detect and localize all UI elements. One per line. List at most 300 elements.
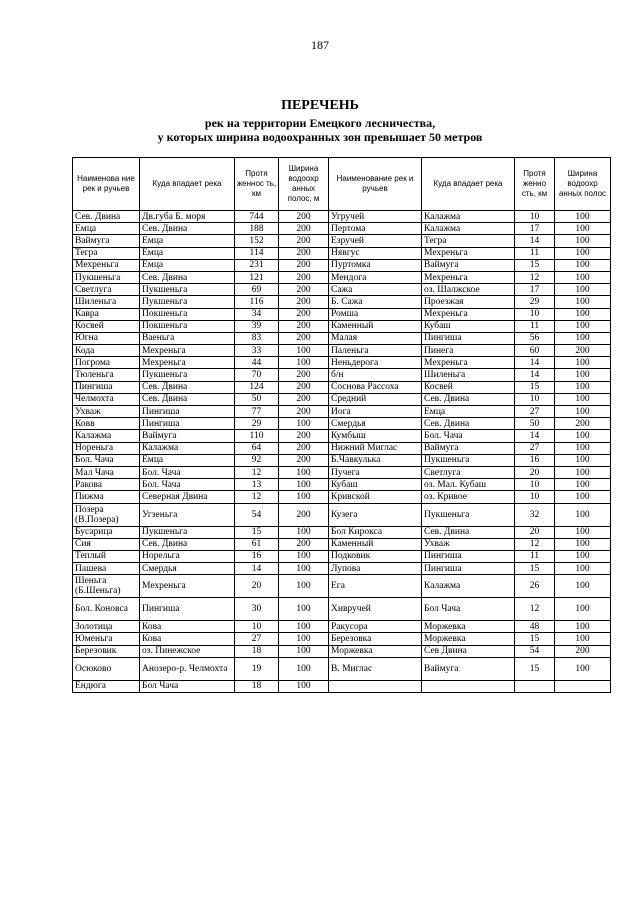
header-name-right: Наименование рек и ручьев xyxy=(329,158,422,211)
cell-name-left: Шиленьга xyxy=(73,296,140,308)
cell-into-right: Мехреньга xyxy=(422,271,515,283)
cell-into-left: Северная Двина xyxy=(140,491,235,503)
cell-length-right: 15 xyxy=(515,633,555,645)
cell-into-left: Сев. Двина xyxy=(140,223,235,235)
cell-into-left: Бол. Чача xyxy=(140,466,235,478)
cell-name-right: Ромша xyxy=(329,308,422,320)
cell-width-right: 100 xyxy=(555,479,611,491)
cell-into-left: Пукшеньга xyxy=(140,369,235,381)
cell-width-left: 100 xyxy=(279,680,329,692)
cell-length-left: 39 xyxy=(235,320,279,332)
cell-width-right: 100 xyxy=(555,211,611,223)
table-row xyxy=(73,657,611,680)
cell-length-left: 14 xyxy=(235,563,279,575)
cell-name-left: Ваймуга xyxy=(73,235,140,247)
cell-length-right: 15 xyxy=(515,657,555,680)
cell-into-left: Ваймуга xyxy=(140,430,235,442)
cell-name-right: Ега xyxy=(329,575,422,598)
cell-name-right: Б. Сажа xyxy=(329,296,422,308)
cell-name-right: Подковик xyxy=(329,550,422,562)
cell-into-right: Ваймуга xyxy=(422,657,515,680)
cell-width-right: 100 xyxy=(555,406,611,418)
cell-length-right: 15 xyxy=(515,259,555,271)
cell-into-left: Норельга xyxy=(140,550,235,562)
cell-width-right xyxy=(555,680,611,692)
cell-name-left: Емца xyxy=(73,223,140,235)
cell-length-right: 10 xyxy=(515,308,555,320)
table-row xyxy=(73,320,611,332)
cell-into-right: Кубаш xyxy=(422,320,515,332)
cell-length-left: 29 xyxy=(235,418,279,430)
cell-width-left: 200 xyxy=(279,271,329,283)
cell-into-right: Пукшеньга xyxy=(422,454,515,466)
cell-name-right: Кумбыш xyxy=(329,430,422,442)
cell-length-left: 152 xyxy=(235,235,279,247)
cell-width-right: 100 xyxy=(555,223,611,235)
cell-into-right: Ваймуга xyxy=(422,259,515,271)
cell-name-left: Ковв xyxy=(73,418,140,430)
cell-length-left: 744 xyxy=(235,211,279,223)
cell-into-right: Сев. Двина xyxy=(422,418,515,430)
cell-width-left: 200 xyxy=(279,454,329,466)
cell-length-left: 121 xyxy=(235,271,279,283)
cell-width-right: 100 xyxy=(555,296,611,308)
cell-into-right: Пингиша xyxy=(422,563,515,575)
cell-width-right: 100 xyxy=(555,259,611,271)
cell-into-right: Мехреньга xyxy=(422,308,515,320)
cell-name-right: Неньдерога xyxy=(329,357,422,369)
cell-width-right: 100 xyxy=(555,357,611,369)
cell-name-right: Кузега xyxy=(329,503,422,526)
cell-width-right: 200 xyxy=(555,345,611,357)
cell-name-left: Сия xyxy=(73,538,140,550)
cell-into-left: Пукшеньга xyxy=(140,284,235,296)
cell-into-right: оз. Мал. Кубаш xyxy=(422,479,515,491)
cell-into-left: Пукшеньга xyxy=(140,526,235,538)
cell-name-right: Сажа xyxy=(329,284,422,296)
cell-width-right: 100 xyxy=(555,284,611,296)
cell-name-right: Каменный xyxy=(329,320,422,332)
cell-name-right: Угручей xyxy=(329,211,422,223)
cell-into-right: Ваймуга xyxy=(422,442,515,454)
cell-width-right: 100 xyxy=(555,393,611,405)
cell-width-right: 200 xyxy=(555,645,611,657)
cell-into-left: Емца xyxy=(140,235,235,247)
cell-into-left: Кова xyxy=(140,633,235,645)
cell-name-right: Бол Кирокса xyxy=(329,526,422,538)
cell-name-left: Косвей xyxy=(73,320,140,332)
cell-name-right: Пучега xyxy=(329,466,422,478)
cell-name-left: Пукшеньга xyxy=(73,271,140,283)
cell-name-right: Хивручей xyxy=(329,598,422,621)
cell-width-right: 200 xyxy=(555,418,611,430)
cell-width-left: 200 xyxy=(279,406,329,418)
cell-into-right: Емца xyxy=(422,406,515,418)
cell-into-left: Анозеро-р. Челмохта xyxy=(140,657,235,680)
cell-width-left: 100 xyxy=(279,550,329,562)
cell-into-left: Пингиша xyxy=(140,598,235,621)
cell-length-left: 188 xyxy=(235,223,279,235)
cell-length-left: 114 xyxy=(235,247,279,259)
cell-name-left: Пингиша xyxy=(73,381,140,393)
cell-width-left: 200 xyxy=(279,284,329,296)
cell-into-left: Угзеньга xyxy=(140,503,235,526)
cell-length-right: 10 xyxy=(515,479,555,491)
cell-into-right: Сев. Двина xyxy=(422,393,515,405)
cell-width-right: 100 xyxy=(555,369,611,381)
cell-width-left: 200 xyxy=(279,442,329,454)
table-row xyxy=(73,680,611,692)
table-row xyxy=(73,369,611,381)
table-row xyxy=(73,550,611,562)
cell-into-right: Калажма xyxy=(422,223,515,235)
table-row xyxy=(73,284,611,296)
cell-length-right: 20 xyxy=(515,466,555,478)
cell-width-left: 200 xyxy=(279,223,329,235)
cell-width-left: 200 xyxy=(279,381,329,393)
cell-width-left: 200 xyxy=(279,211,329,223)
cell-name-left: Тюленьга xyxy=(73,369,140,381)
cell-name-right: Б.Чавкулька xyxy=(329,454,422,466)
header-into-right: Куда впадает река xyxy=(422,158,515,211)
cell-length-left: 92 xyxy=(235,454,279,466)
cell-name-left: Мехреньга xyxy=(73,259,140,271)
cell-name-left: Погрома xyxy=(73,357,140,369)
header-length-left: Протя женнос ть, км xyxy=(235,158,279,211)
cell-into-left: Калажма xyxy=(140,442,235,454)
cell-width-right: 100 xyxy=(555,381,611,393)
cell-width-right: 100 xyxy=(555,621,611,633)
cell-width-left: 100 xyxy=(279,575,329,598)
cell-into-left: Емца xyxy=(140,247,235,259)
table-row xyxy=(73,454,611,466)
cell-name-left: Кода xyxy=(73,345,140,357)
cell-name-right: Средний xyxy=(329,393,422,405)
cell-name-left: Шеньга (Б.Шеньга) xyxy=(73,575,140,598)
cell-width-right: 100 xyxy=(555,308,611,320)
table-row xyxy=(73,538,611,550)
cell-length-right: 12 xyxy=(515,271,555,283)
cell-width-left: 200 xyxy=(279,308,329,320)
cell-width-left: 100 xyxy=(279,357,329,369)
cell-into-right: Проезжая xyxy=(422,296,515,308)
cell-name-right: Березовка xyxy=(329,633,422,645)
cell-length-left: 116 xyxy=(235,296,279,308)
cell-into-left: Кова xyxy=(140,621,235,633)
cell-length-right xyxy=(515,680,555,692)
cell-length-right: 27 xyxy=(515,442,555,454)
cell-name-right: Малая xyxy=(329,332,422,344)
cell-width-left: 100 xyxy=(279,563,329,575)
cell-length-right: 14 xyxy=(515,369,555,381)
table-row xyxy=(73,247,611,259)
cell-width-left: 200 xyxy=(279,430,329,442)
cell-width-right: 100 xyxy=(555,247,611,259)
cell-width-left: 100 xyxy=(279,491,329,503)
cell-into-left: Дв.губа Б. моря xyxy=(140,211,235,223)
cell-into-right: Пукшеньга xyxy=(422,503,515,526)
cell-length-right: 54 xyxy=(515,645,555,657)
cell-length-left: 18 xyxy=(235,645,279,657)
cell-length-left: 20 xyxy=(235,575,279,598)
cell-into-left: Сев. Двина xyxy=(140,393,235,405)
cell-into-left: Мехреньга xyxy=(140,357,235,369)
cell-width-right: 100 xyxy=(555,454,611,466)
cell-name-left: Челмохта xyxy=(73,393,140,405)
table-row xyxy=(73,491,611,503)
cell-width-left: 100 xyxy=(279,466,329,478)
cell-length-left: 30 xyxy=(235,598,279,621)
cell-into-right: Пингиша xyxy=(422,332,515,344)
cell-into-right xyxy=(422,680,515,692)
cell-length-right: 17 xyxy=(515,284,555,296)
page-number: 187 xyxy=(311,38,329,52)
cell-name-right: Пертома xyxy=(329,223,422,235)
cell-length-left: 12 xyxy=(235,491,279,503)
cell-into-right: Моржевка xyxy=(422,621,515,633)
cell-length-right: 50 xyxy=(515,418,555,430)
cell-name-left: Ракова xyxy=(73,479,140,491)
cell-length-right: 12 xyxy=(515,598,555,621)
cell-into-right: Сев. Двина xyxy=(422,526,515,538)
cell-into-left: Пингиша xyxy=(140,406,235,418)
cell-into-right: Светлуга xyxy=(422,466,515,478)
cell-name-left: Калажма xyxy=(73,430,140,442)
cell-into-right: Ухваж xyxy=(422,538,515,550)
table-row xyxy=(73,393,611,405)
cell-length-right: 10 xyxy=(515,211,555,223)
cell-name-left: Сев. Двина xyxy=(73,211,140,223)
cell-width-left: 100 xyxy=(279,621,329,633)
document-title: ПЕРЕЧЕНЬ xyxy=(281,98,359,113)
cell-length-left: 61 xyxy=(235,538,279,550)
document-subtitle-line-1: рек на территории Емецкого лесничества, xyxy=(204,116,436,130)
cell-into-right: Бол Чача xyxy=(422,598,515,621)
cell-length-right: 60 xyxy=(515,345,555,357)
cell-into-right: Калажма xyxy=(422,575,515,598)
cell-name-right: Лупова xyxy=(329,563,422,575)
cell-name-right: Езручей xyxy=(329,235,422,247)
cell-length-left: 19 xyxy=(235,657,279,680)
cell-into-right: Калажма xyxy=(422,211,515,223)
cell-name-right xyxy=(329,680,422,692)
cell-into-left: Смердья xyxy=(140,563,235,575)
cell-into-left: Бол. Чача xyxy=(140,479,235,491)
cell-name-right: В. Миглас xyxy=(329,657,422,680)
cell-into-left: Сев. Двина xyxy=(140,538,235,550)
cell-length-right: 32 xyxy=(515,503,555,526)
cell-name-right: Кубаш xyxy=(329,479,422,491)
cell-into-right: Косвей xyxy=(422,381,515,393)
cell-length-right: 20 xyxy=(515,526,555,538)
cell-width-left: 100 xyxy=(279,526,329,538)
cell-length-left: 33 xyxy=(235,345,279,357)
cell-length-right: 26 xyxy=(515,575,555,598)
cell-name-left: Бол. Чача xyxy=(73,454,140,466)
cell-name-right: Ракусора xyxy=(329,621,422,633)
cell-name-left: Тегра xyxy=(73,247,140,259)
cell-into-left: Ваеньга xyxy=(140,332,235,344)
cell-length-right: 15 xyxy=(515,563,555,575)
table-row xyxy=(73,430,611,442)
cell-length-left: 44 xyxy=(235,357,279,369)
cell-length-left: 27 xyxy=(235,633,279,645)
cell-length-right: 56 xyxy=(515,332,555,344)
cell-into-right: Шиленьга xyxy=(422,369,515,381)
cell-width-right: 100 xyxy=(555,430,611,442)
header-name-left: Наименова ние рек и ручьев xyxy=(73,158,140,211)
table-row xyxy=(73,575,611,598)
cell-width-right: 100 xyxy=(555,538,611,550)
cell-width-right: 100 xyxy=(555,550,611,562)
cell-width-left: 200 xyxy=(279,320,329,332)
table-row xyxy=(73,345,611,357)
table-row xyxy=(73,479,611,491)
cell-width-left: 200 xyxy=(279,393,329,405)
cell-length-left: 12 xyxy=(235,466,279,478)
cell-length-left: 83 xyxy=(235,332,279,344)
cell-into-left: Емца xyxy=(140,454,235,466)
header-length-right: Протя женно сть, км xyxy=(515,158,555,211)
cell-name-right: б/н xyxy=(329,369,422,381)
cell-name-left: Осюково xyxy=(73,657,140,680)
table-row xyxy=(73,223,611,235)
cell-width-right: 100 xyxy=(555,575,611,598)
cell-name-left: Нореньга xyxy=(73,442,140,454)
cell-length-left: 10 xyxy=(235,621,279,633)
cell-width-left: 200 xyxy=(279,296,329,308)
cell-length-right: 10 xyxy=(515,491,555,503)
cell-name-left: Пашева xyxy=(73,563,140,575)
cell-name-left: Пижма xyxy=(73,491,140,503)
table-row xyxy=(73,357,611,369)
table-row xyxy=(73,442,611,454)
cell-length-right: 11 xyxy=(515,247,555,259)
cell-length-right: 14 xyxy=(515,235,555,247)
table-row xyxy=(73,418,611,430)
cell-into-right: Тегра xyxy=(422,235,515,247)
cell-name-left: Березовик xyxy=(73,645,140,657)
table-row xyxy=(73,271,611,283)
cell-width-left: 200 xyxy=(279,369,329,381)
cell-length-left: 231 xyxy=(235,259,279,271)
cell-width-right: 100 xyxy=(555,633,611,645)
cell-width-right: 100 xyxy=(555,526,611,538)
cell-width-right: 100 xyxy=(555,332,611,344)
cell-length-right: 14 xyxy=(515,357,555,369)
table-row xyxy=(73,211,611,223)
table-row xyxy=(73,645,611,657)
cell-length-right: 12 xyxy=(515,538,555,550)
cell-length-right: 14 xyxy=(515,430,555,442)
table-row xyxy=(73,296,611,308)
cell-length-left: 13 xyxy=(235,479,279,491)
cell-length-right: 16 xyxy=(515,454,555,466)
cell-name-left: Ендюга xyxy=(73,680,140,692)
cell-length-left: 110 xyxy=(235,430,279,442)
cell-into-left: Емца xyxy=(140,259,235,271)
cell-length-left: 64 xyxy=(235,442,279,454)
cell-length-left: 77 xyxy=(235,406,279,418)
cell-length-left: 69 xyxy=(235,284,279,296)
cell-width-right: 100 xyxy=(555,235,611,247)
cell-into-left: Покшеньга xyxy=(140,320,235,332)
cell-into-left: Пингиша xyxy=(140,418,235,430)
table-row xyxy=(73,621,611,633)
cell-into-left: Мехреньга xyxy=(140,575,235,598)
cell-length-right: 29 xyxy=(515,296,555,308)
cell-name-right: Пуртомка xyxy=(329,259,422,271)
table-row xyxy=(73,633,611,645)
cell-length-left: 50 xyxy=(235,393,279,405)
cell-width-right: 100 xyxy=(555,598,611,621)
header-width-left: Ширина водоохр анных полос, м xyxy=(279,158,329,211)
cell-name-left: Золотица xyxy=(73,621,140,633)
cell-name-right: Кривской xyxy=(329,491,422,503)
cell-name-right: Мендога xyxy=(329,271,422,283)
document-subtitle-line-2: у которых ширина водоохранных зон превышает 50 метров xyxy=(157,130,483,144)
cell-name-left: Ухваж xyxy=(73,406,140,418)
cell-length-left: 15 xyxy=(235,526,279,538)
header-into-left: Куда впадает река xyxy=(140,158,235,211)
table-row xyxy=(73,381,611,393)
cell-into-left: Покшеньга xyxy=(140,308,235,320)
cell-name-right: Моржевка xyxy=(329,645,422,657)
cell-into-left: Мехреньга xyxy=(140,345,235,357)
cell-width-left: 100 xyxy=(279,418,329,430)
cell-width-left: 100 xyxy=(279,657,329,680)
rivers-table xyxy=(72,157,611,693)
cell-width-left: 200 xyxy=(279,259,329,271)
cell-into-right: Мехреньга xyxy=(422,357,515,369)
cell-width-left: 200 xyxy=(279,538,329,550)
cell-name-left: Мал Чача xyxy=(73,466,140,478)
cell-name-left: Светлуга xyxy=(73,284,140,296)
cell-width-left: 200 xyxy=(279,503,329,526)
cell-into-right: оз. Шалжское xyxy=(422,284,515,296)
cell-width-right: 100 xyxy=(555,442,611,454)
cell-into-left: оз. Пинежское xyxy=(140,645,235,657)
cell-name-right: Каменный xyxy=(329,538,422,550)
cell-width-right: 100 xyxy=(555,657,611,680)
cell-name-left: Позера (В.Позера) xyxy=(73,503,140,526)
cell-width-right: 100 xyxy=(555,563,611,575)
cell-width-left: 100 xyxy=(279,645,329,657)
table-row xyxy=(73,563,611,575)
table-header-row xyxy=(73,158,611,211)
cell-length-right: 11 xyxy=(515,320,555,332)
cell-name-left: Кавра xyxy=(73,308,140,320)
table-row xyxy=(73,526,611,538)
cell-name-left: Юменьга xyxy=(73,633,140,645)
table-row xyxy=(73,308,611,320)
cell-length-left: 124 xyxy=(235,381,279,393)
cell-into-left: Сев. Двина xyxy=(140,381,235,393)
cell-width-left: 100 xyxy=(279,345,329,357)
cell-width-right: 100 xyxy=(555,503,611,526)
cell-name-left: Теплый xyxy=(73,550,140,562)
table-row xyxy=(73,259,611,271)
cell-name-left: Югна xyxy=(73,332,140,344)
cell-width-right: 100 xyxy=(555,320,611,332)
cell-name-right: Смердья xyxy=(329,418,422,430)
cell-into-right: Сев Двина xyxy=(422,645,515,657)
cell-into-right: Мехреньга xyxy=(422,247,515,259)
cell-into-left: Пукшеньга xyxy=(140,296,235,308)
table-row xyxy=(73,466,611,478)
cell-into-right: Пингиша xyxy=(422,550,515,562)
cell-into-right: Бол. Чача xyxy=(422,430,515,442)
